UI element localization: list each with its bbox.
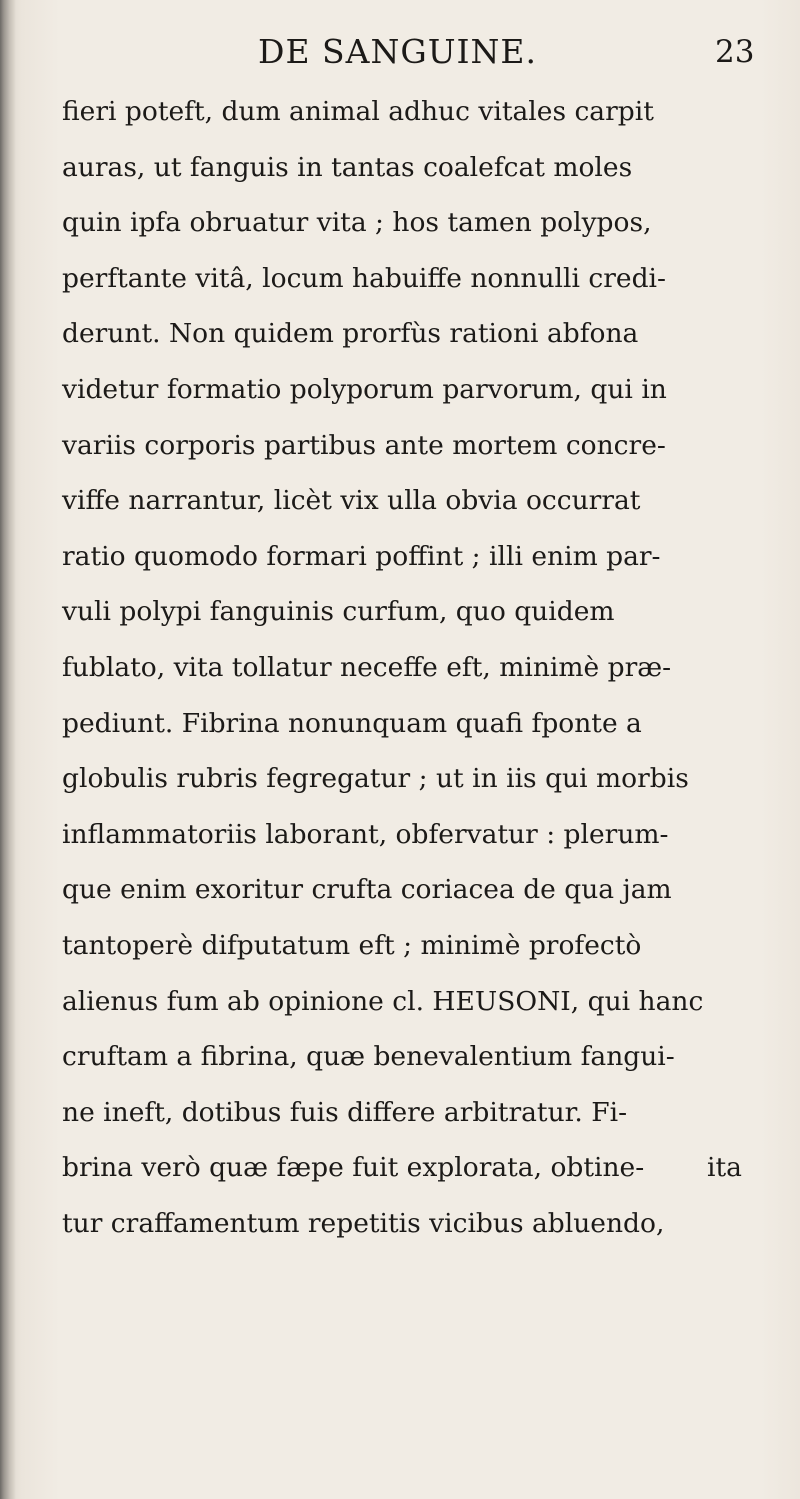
text-line: videtur formatio polyporum parvorum, qui in <box>62 373 667 405</box>
text-line: derunt. Non quidem prorfùs rationi abfona <box>62 318 639 350</box>
body-text <box>62 84 762 1251</box>
text-line: auras, ut fanguis in tantas coalefcat moles <box>62 151 633 183</box>
text-line: que enim exoritur crufta coriacea de qua jam <box>62 874 672 906</box>
page-number: 23 <box>715 34 755 70</box>
text-line: pediunt. Fibrina nonunquam quafi fponte a <box>62 707 642 739</box>
text-line: tantoperè difputatum eft ; minimè profectò <box>62 929 642 961</box>
text-line: quin ipfa obruatur vita ; hos tamen polypos, <box>62 207 652 239</box>
text-line: alienus fum ab opinione cl. HEUSONI, qui hanc <box>62 985 704 1017</box>
text-line: brina verò quæ fæpe fuit explorata, obtine- <box>62 1152 645 1184</box>
text-line: inflammatoriis laborant, obfervatur : plerum- <box>62 818 669 850</box>
page-gutter-shadow <box>0 0 16 1499</box>
text-line: vuli polypi fanguinis curfum, quo quidem <box>62 596 615 628</box>
text-line: cruftam a fibrina, quæ benevalentium fangui- <box>62 1041 675 1073</box>
text-line: ratio quomodo formari poffint ; illi enim par- <box>62 540 661 572</box>
running-title: DE SANGUINE. <box>258 32 538 71</box>
text-line: viffe narrantur, licèt vix ulla obvia occurrat <box>62 485 641 517</box>
catchword: ita <box>707 1152 742 1183</box>
text-line: perftante vitâ, locum habuiffe nonnulli credi- <box>62 262 666 294</box>
text-line: tur craffamentum repetitis vicibus abluendo, <box>62 1207 665 1239</box>
text-line: variis corporis partibus ante mortem concre- <box>62 429 666 461</box>
text-line: globulis rubris fegregatur ; ut in iis qui morbis <box>62 763 689 795</box>
page-header <box>0 32 800 82</box>
text-line: fieri poteft, dum animal adhuc vitales carpit <box>62 96 654 127</box>
text-line: fublato, vita tollatur neceffe eft, minimè præ- <box>62 651 672 683</box>
text-line: ne ineft, dotibus fuis differe arbitratur. Fi- <box>62 1096 628 1128</box>
